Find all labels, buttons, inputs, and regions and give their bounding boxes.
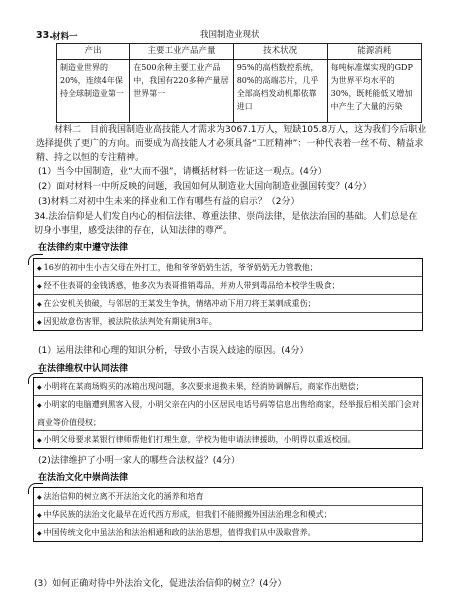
case-line: ◆ 中国传统文化中虽法治和法治相通和政的法治思想，值得我们从中汲取营养。 xyxy=(34,524,422,541)
heading-obey-law: 在法律约束中遵守法律 xyxy=(38,243,129,253)
table-header: 产出 xyxy=(57,44,130,60)
table-cell: 制造业世界的20%，连续4年保持全球制造业第一 xyxy=(57,60,130,123)
case-line: ◆ 小明父母要求某银行律师帮他们打理生意，学校为他申请法律援助，小明得以重返校园。 xyxy=(34,431,422,448)
table-title: 我国制造业现状 xyxy=(200,30,260,40)
question-33-number: 33. xyxy=(36,30,53,41)
case-box-3 xyxy=(33,487,423,542)
scroll-curl-decoration xyxy=(28,373,43,384)
q34-sub1: (1）运用法律和心理的知识分析，导致小吉误入歧途的原因。(4分） xyxy=(38,346,309,356)
material1-label: 材料一 xyxy=(52,32,78,42)
q34-sub3: (3）如何正确对待中外法治文化，促进法治信仰的树立？(4分） xyxy=(34,579,287,589)
case-line: ◆ 小明将在某商场购买的冰箱出现问题，多次要求退换未果，经消协调解后，商家作出赔偿； xyxy=(34,378,422,396)
case-line: ◆ 法治信仰的树立离不开法治文化的涵养和培育 xyxy=(34,488,422,506)
q33-sub2: (2）面对材料一中所反映的问题，我国如何从制造业大国向制造业强国转变？(4分） xyxy=(38,182,372,192)
case-box-2 xyxy=(33,377,423,449)
scroll-curl-decoration xyxy=(28,254,43,265)
table-header: 能源消耗 xyxy=(327,44,421,60)
table-header: 主要工业产品产量 xyxy=(130,44,233,60)
case-box-1 xyxy=(33,258,423,331)
table-cell: 95%的高档数控系统，80%的高端芯片，几乎全部高档发动机都依靠进口 xyxy=(233,60,327,123)
q33-sub3: (3)材料二对初中生未来的择业和工作有哪些有益的启示？（2分） xyxy=(38,197,300,207)
case-line: ◆ 经不住表哥的金钱诱惑，他多次为表哥推销毒品，并劝人带到毒品给本校学生吸食； xyxy=(34,277,422,295)
case-line: ◆ 中华民族的法治文化最早在近代西方形成，但我们不能照搬外国法治理念和模式； xyxy=(34,506,422,524)
table-header: 技术状况 xyxy=(233,44,327,60)
case-line: ◆ 因犯故意伤害罪，被法院依法判处有期徒刑3年。 xyxy=(34,313,422,330)
heading-recognize-law: 在法律维权中认同法律 xyxy=(38,364,129,374)
table-cell: 在500余种主要工业产品中，我国有220多种产量居世界第一 xyxy=(130,60,233,123)
case-line: ◆ 在公安机关侦破，与邻居的王某发生争执，情绪冲动下用刀将王某刺成重伤； xyxy=(34,295,422,313)
scroll-curl-decoration xyxy=(28,483,43,494)
q33-sub1: (1）当今中国制造，业“大而不强”，请概括材料一佐证这一观点。(4分） xyxy=(38,167,327,177)
case-line: ◆ 小明家的电脑遭到黑客入侵，小明父亲在内的小区居民电话号码等信息出售给商家，经举报后相关部门会对商业等价值侵权； xyxy=(34,396,422,431)
question-34-intro: 34.法治信仰是人们发自内心的相信法律、尊重法律、崇尚法律，是依法治国的基础。人们总是在切身小事里，感受法律的存在，认知法律的尊严。 xyxy=(34,212,418,236)
table-cell: 每吨标准煤实现的GDP为世界平均水平的30%，既耗能低又增加中产生了大量的污染 xyxy=(327,60,421,123)
case-line: ◆ 16岁的初中生小吉父母在外打工，他和爷爷奶奶生活，爷爷奶奶无力管教他； xyxy=(34,259,422,277)
heading-revere-law: 在法治文化中崇尚法律 xyxy=(38,473,129,483)
manufacturing-status-table xyxy=(56,43,422,123)
q34-sub2: (2)法律维护了小明一家人的哪些合法权益？(4分） xyxy=(38,456,240,466)
material2-text: 材料二 目前我国制造业高技能人才需求为3067.1万人，短缺105.8万人，这为我们今后职业选择提供了更广的方向。而要成为高技能人才必须具备“工匠精神”：一种代表着一丝不苟、精益求精、持之以恒的专注精神。 xyxy=(36,125,427,163)
